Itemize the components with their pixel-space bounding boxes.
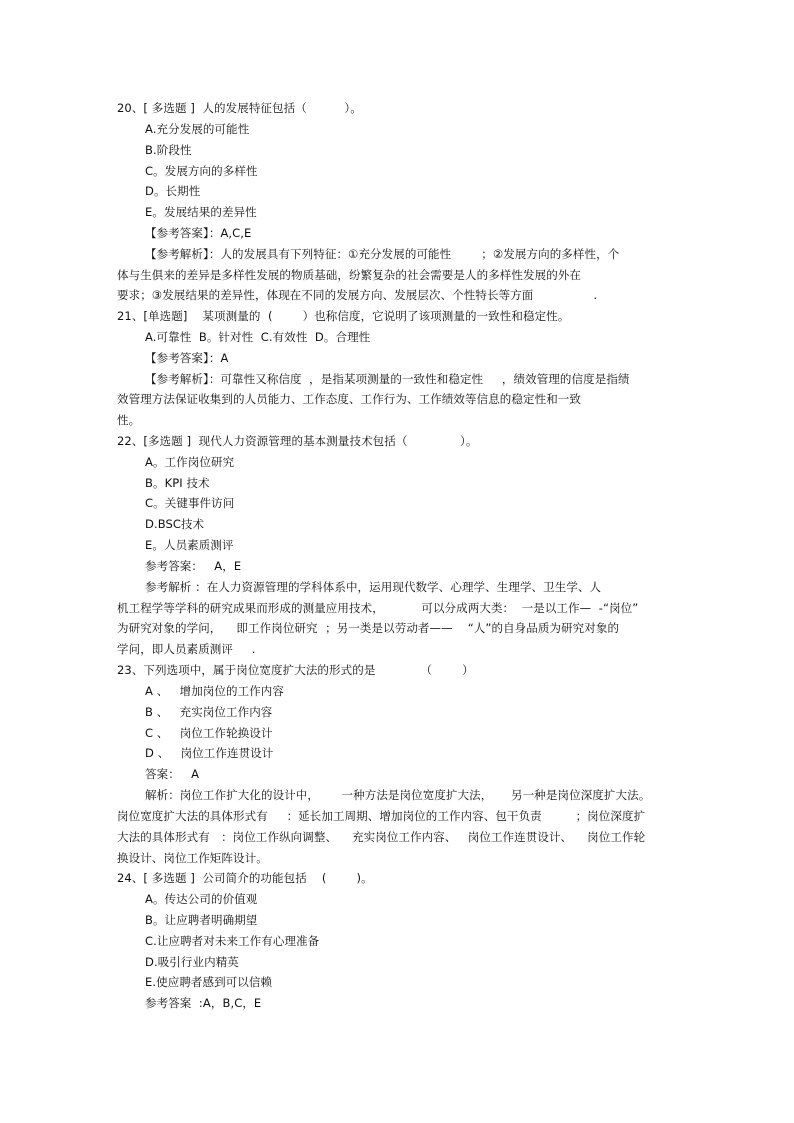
question-23-explanation-line-2: 岗位宽度扩大法的具体形式有 ：延长加工周期、增加岗位的工作内容、包干负责 ；岗位深度扩 [117, 809, 646, 823]
question-24-option-b: B。让应聘者明确期望 [145, 913, 258, 927]
question-24-stem: 24、[ 多选题 ] 公司简介的功能包括 ( )。 [117, 871, 373, 885]
question-20-explanation-line-2: 体与生俱来的差异是多样性发展的物质基础，纷繁复杂的社会需要是人的多样性发展的外在 [117, 268, 581, 282]
question-21-explanation-line-1: 【参考解析】：可靠性又称信度 ，是指某项测量的一致性和稳定性 ，绩效管理的信度是指绩 [145, 372, 630, 386]
question-20-explanation-line-1: 【参考解析】：人的发展具有下列特征：①充分发展的可能性 ；②发展方向的多样性，个 [145, 247, 620, 261]
question-22-answer: 参考答案： A，E [145, 559, 242, 573]
question-23-option-d: D 、 岗位工作连贯设计 [145, 746, 274, 760]
question-23-option-c: C 、 岗位工作轮换设计 [145, 726, 273, 740]
question-21-explanation-line-3: 性。 [117, 413, 141, 427]
question-21-stem: 21、[单选题] 某项测量的 ( ）也称信度，它说明了该项测量的一致性和稳定性。 [117, 309, 570, 323]
question-24-option-c: C.让应聘者对未来工作有心理准备 [145, 934, 320, 948]
question-22-explanation-line-3: 为研究对象的学问， 即工作岗位研究 ；另一类是以劳动者—— “人”的自身品质为研究对象的 [117, 621, 620, 635]
question-20-option-a: A.充分发展的可能性 [145, 122, 250, 136]
question-21-options: A.可靠性 B。针对性 C.有效性 D。合理性 [145, 330, 371, 344]
question-22-option-a: A。工作岗位研究 [145, 455, 235, 469]
question-21-answer: 【参考答案】：A [145, 351, 229, 365]
question-22-option-b: B。KPI 技术 [145, 476, 210, 490]
question-22-option-d: D.BSC技术 [145, 517, 205, 531]
question-20-explanation-line-3: 要求；③发展结果的差异性，体现在不同的发展方向、发展层次、个性特长等方面 . [117, 288, 598, 302]
question-22-option-c: C。关键事件访问 [145, 496, 235, 510]
question-20-option-e: E。发展结果的差异性 [145, 205, 257, 219]
question-20-option-c: C。发展方向的多样性 [145, 164, 258, 178]
question-23-option-a: A 、 增加岗位的工作内容 [145, 684, 284, 698]
question-24-option-a: A。传达公司的价值观 [145, 892, 258, 906]
question-24-option-d: D.吸引行业内精英 [145, 955, 239, 969]
question-20-option-d: D。长期性 [145, 184, 201, 198]
question-23-stem: 23、下列选项中，属于岗位宽度扩大法的形式的是 （ ） [117, 663, 474, 677]
question-22-explanation-line-4: 学问，即人员素质测评 . [117, 642, 256, 656]
question-23-explanation-line-1: 解析：岗位工作扩大化的设计中， 一种方法是岗位宽度扩大法， 另一种是岗位深度扩大法。 [145, 788, 651, 802]
question-21-explanation-line-2: 效管理方法保证收集到的人员能力、工作态度、工作行为、工作绩效等信息的稳定性和一致 [117, 392, 581, 406]
question-20-stem: 20、[ 多选题 ] 人的发展特征包括（ ）。 [117, 101, 362, 115]
question-23-option-b: B 、 充实岗位工作内容 [145, 705, 273, 719]
question-23-explanation-line-3: 大法的具体形式有 ：岗位工作纵向调整、 充实岗位工作内容、 岗位工作连贯设计、 岗位工作轮 [117, 830, 646, 844]
question-20-option-b: B.阶段性 [145, 143, 192, 157]
question-20-answer: 【参考答案】：A,C,E [145, 226, 252, 240]
question-22-explanation-line-2: 机工程学等学科的研究成果而形成的测量应用技术， 可以分成两大类： 一是以工作— -“岗位” [117, 601, 639, 615]
question-23-explanation-line-4: 换设计、岗位工作矩阵设计。 [117, 851, 268, 865]
question-22-explanation-line-1: 参考解析 ：在人力资源管理的学科体系中，运用现代数学、心理学、生理学、卫生学、人 [145, 580, 602, 594]
question-22-option-e: E。人员素质测评 [145, 538, 234, 552]
question-24-answer: 参考答案 :A，B,C，E [145, 996, 262, 1010]
question-22-stem: 22、[多选题 ] 现代人力资源管理的基本测量技术包括（ ）。 [117, 434, 478, 448]
question-24-option-e: E.使应聘者感到可以信赖 [145, 975, 273, 989]
question-23-answer: 答案： A [145, 767, 200, 781]
